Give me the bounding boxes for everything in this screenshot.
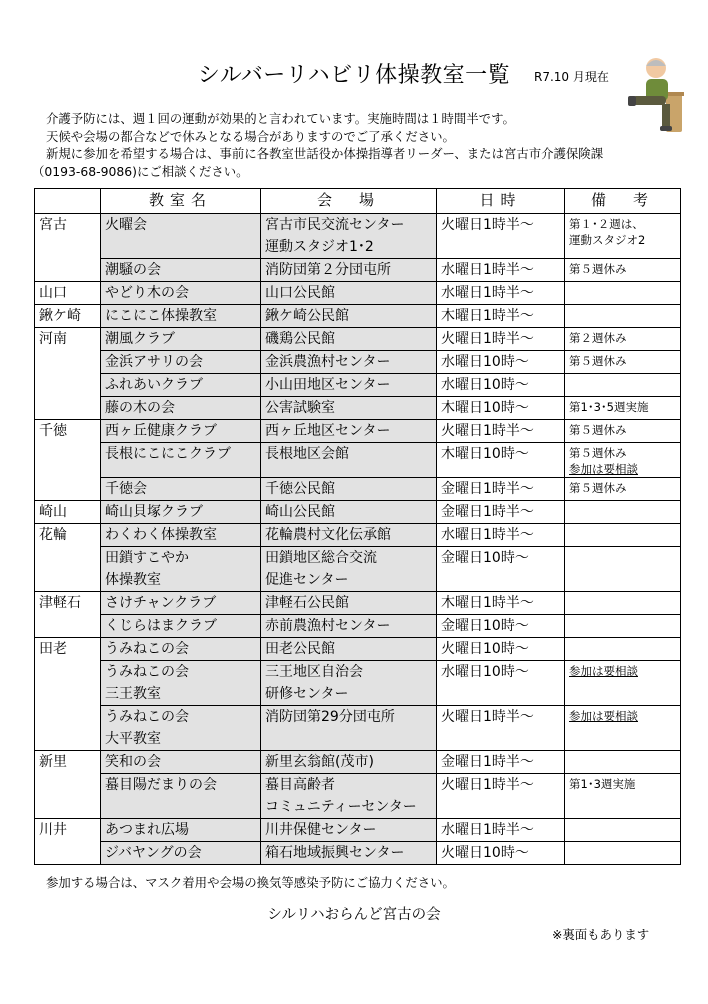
time-cell <box>437 751 565 774</box>
note-text: 第１･２週は、 <box>569 217 644 231</box>
venue-text: 崎山公民館 <box>265 504 335 520</box>
time-cell <box>437 259 565 282</box>
table-row <box>35 397 681 420</box>
class-name-text: 金浜アサリの会 <box>105 354 203 370</box>
class-name-cell <box>101 374 261 397</box>
class-name-cell <box>101 661 261 706</box>
table-row <box>35 501 681 524</box>
venue-cell <box>261 443 437 478</box>
class-name-text: やどり木の会 <box>105 285 189 301</box>
time-text: 水曜日10時～ <box>441 664 529 680</box>
note-cell <box>565 397 681 420</box>
time-text: 金曜日10時～ <box>441 550 529 566</box>
class-name-cell <box>101 819 261 842</box>
area-cell <box>35 328 101 351</box>
back-page-note: ※裏面もあります <box>552 927 650 942</box>
time-text: 水曜日10時～ <box>441 377 529 393</box>
table-row <box>35 443 681 478</box>
venue-text: 公害試験室 <box>265 400 335 416</box>
note-cell <box>565 501 681 524</box>
table-row <box>35 305 681 328</box>
table-row <box>35 374 681 397</box>
time-cell <box>437 819 565 842</box>
class-name-text: 体操教室 <box>105 572 161 588</box>
note-cell <box>565 259 681 282</box>
table-header-row <box>35 189 681 214</box>
table-row <box>35 661 681 706</box>
note-cell <box>565 305 681 328</box>
venue-cell <box>261 501 437 524</box>
time-text: 木曜日1時半～ <box>441 308 534 324</box>
note-cell <box>565 524 681 547</box>
class-name-cell <box>101 351 261 374</box>
class-name-text: 火曜会 <box>105 217 147 233</box>
area-text: 鍬ケ崎 <box>39 308 81 324</box>
area-cell <box>35 524 101 547</box>
venue-cell <box>261 282 437 305</box>
area-text: 河南 <box>39 331 67 347</box>
class-name-cell <box>101 501 261 524</box>
class-name-text: ジバヤングの会 <box>105 845 202 861</box>
class-name-text: 崎山貝塚クラブ <box>105 504 203 520</box>
venue-cell <box>261 592 437 615</box>
time-cell <box>437 706 565 751</box>
venue-cell <box>261 547 437 592</box>
venue-cell <box>261 819 437 842</box>
venue-cell <box>261 615 437 638</box>
class-name-text: うみねこの会 <box>105 641 189 657</box>
time-cell <box>437 351 565 374</box>
note-cell <box>565 351 681 374</box>
footer-note: 参加する場合は、マスク着用や会場の換気等感染予防にご協力ください。 <box>46 875 455 890</box>
time-text: 水曜日10時～ <box>441 354 529 370</box>
venue-cell <box>261 351 437 374</box>
venue-cell <box>261 842 437 865</box>
time-text: 火曜日1時半～ <box>441 331 534 347</box>
area-cell <box>35 751 101 774</box>
class-name-cell <box>101 547 261 592</box>
venue-text: 消防団第29分団屯所 <box>265 709 395 725</box>
area-cell <box>35 351 101 374</box>
class-name-text: わくわく体操教室 <box>105 527 217 543</box>
area-text: 宮古 <box>39 217 67 233</box>
note-line: 新規に参加を希望する場合は、事前に各教室世話役か体操指導者リーダー、または宮古市介護保険課 <box>46 146 604 161</box>
header-venue: 会 場 <box>261 189 437 214</box>
area-cell <box>35 774 101 819</box>
area-cell <box>35 443 101 478</box>
time-text: 金曜日1時半～ <box>441 504 534 520</box>
time-text: 火曜日1時半～ <box>441 777 534 793</box>
area-cell <box>35 397 101 420</box>
page-title: シルバーリハビリ体操教室一覧 <box>197 63 511 88</box>
as-of-date: R7.10 月現在 <box>534 70 609 84</box>
class-name-cell <box>101 420 261 443</box>
note-cell <box>565 706 681 751</box>
class-name-text: 大平教室 <box>105 731 161 747</box>
note-cell <box>565 214 681 259</box>
venue-text: 蟇目高齢者 <box>265 777 335 793</box>
venue-text: 長根地区会館 <box>265 446 349 462</box>
class-name-text: 長根にこにこクラブ <box>105 446 231 462</box>
area-text: 新里 <box>39 754 67 770</box>
table-row <box>35 842 681 865</box>
venue-cell <box>261 420 437 443</box>
class-name-cell <box>101 443 261 478</box>
area-cell <box>35 592 101 615</box>
class-name-cell <box>101 214 261 259</box>
table-row <box>35 751 681 774</box>
area-cell <box>35 819 101 842</box>
time-text: 木曜日10時～ <box>441 446 529 462</box>
area-text: 花輪 <box>39 527 67 543</box>
class-name-cell <box>101 842 261 865</box>
area-cell <box>35 501 101 524</box>
table-row <box>35 420 681 443</box>
venue-text: 西ヶ丘地区センター <box>265 423 391 439</box>
venue-cell <box>261 661 437 706</box>
table-row <box>35 615 681 638</box>
note-cell <box>565 842 681 865</box>
note-cell <box>565 638 681 661</box>
class-name-text: ふれあいクラブ <box>105 377 203 393</box>
organization-name: シルリハおらんど宮古の会 <box>267 907 441 923</box>
time-text: 水曜日1時半～ <box>441 285 534 301</box>
venue-cell <box>261 478 437 501</box>
venue-text: 赤前農漁村センター <box>265 618 391 634</box>
time-text: 金曜日1時半～ <box>441 754 534 770</box>
table-body <box>35 214 681 865</box>
note-cell <box>565 328 681 351</box>
venue-cell <box>261 751 437 774</box>
area-cell <box>35 305 101 328</box>
note-cell <box>565 443 681 478</box>
venue-cell <box>261 397 437 420</box>
class-name-cell <box>101 282 261 305</box>
note-line: 天候や会場の都合などで休みとなる場合がありますのでご了承ください。 <box>46 128 455 144</box>
note-line: （0193-68-9086)にご相談ください。 <box>32 163 249 179</box>
venue-text: 山口公民館 <box>265 285 335 301</box>
venue-cell <box>261 328 437 351</box>
time-text: 金曜日10時～ <box>441 618 529 634</box>
venue-text: 運動スタジオ1･2 <box>265 239 374 255</box>
area-cell <box>35 282 101 305</box>
note-cell <box>565 661 681 706</box>
class-name-cell <box>101 524 261 547</box>
class-name-text: 笑和の会 <box>105 754 161 770</box>
time-cell <box>437 397 565 420</box>
area-cell <box>35 478 101 501</box>
venue-cell <box>261 774 437 819</box>
time-text: 木曜日10時～ <box>441 400 529 416</box>
time-cell <box>437 282 565 305</box>
note-text: 第1･3週実施 <box>569 777 636 791</box>
table-row <box>35 478 681 501</box>
class-name-cell <box>101 305 261 328</box>
note-cell <box>565 819 681 842</box>
area-cell <box>35 842 101 865</box>
area-text: 川井 <box>39 822 67 838</box>
venue-cell <box>261 214 437 259</box>
class-name-text: 西ヶ丘健康クラブ <box>105 423 217 439</box>
time-cell <box>437 214 565 259</box>
table-row <box>35 638 681 661</box>
note-cell <box>565 547 681 592</box>
intro-notes <box>32 110 692 180</box>
area-cell <box>35 638 101 661</box>
time-text: 火曜日10時～ <box>441 845 529 861</box>
time-cell <box>437 661 565 706</box>
time-text: 火曜日10時～ <box>441 641 529 657</box>
area-cell <box>35 374 101 397</box>
consult-required-text: 参加は要相談 <box>569 664 638 678</box>
class-name-cell <box>101 751 261 774</box>
time-text: 火曜日1時半～ <box>441 217 534 233</box>
venue-cell <box>261 706 437 751</box>
note-text: 第1･3･5週実施 <box>569 400 649 414</box>
time-text: 金曜日1時半～ <box>441 481 534 497</box>
table-row <box>35 524 681 547</box>
area-text: 津軽石 <box>39 595 81 611</box>
time-cell <box>437 478 565 501</box>
time-text: 木曜日1時半～ <box>441 595 534 611</box>
note-cell <box>565 420 681 443</box>
time-cell <box>437 547 565 592</box>
venue-text: 鍬ケ崎公民館 <box>265 308 349 324</box>
time-cell <box>437 328 565 351</box>
area-cell <box>35 661 101 706</box>
note-text: 第５週休み <box>569 354 627 368</box>
class-name-text: さけチャンクラブ <box>105 595 217 611</box>
area-cell <box>35 547 101 592</box>
area-text: 崎山 <box>39 504 67 520</box>
time-text: 水曜日1時半～ <box>441 262 534 278</box>
table-row <box>35 706 681 751</box>
area-text: 山口 <box>39 285 67 301</box>
time-cell <box>437 842 565 865</box>
area-text: 田老 <box>39 641 67 657</box>
note-text: 第５週休み <box>569 446 627 460</box>
time-cell <box>437 305 565 328</box>
class-name-text: うみねこの会 <box>105 664 189 680</box>
class-name-text: 潮風クラブ <box>105 331 175 347</box>
note-cell <box>565 592 681 615</box>
note-text: 第５週休み <box>569 262 627 276</box>
venue-text: 磯鶏公民館 <box>265 331 335 347</box>
time-cell <box>437 420 565 443</box>
header-area <box>35 189 101 214</box>
time-cell <box>437 774 565 819</box>
venue-text: コミュニティーセンター <box>265 799 417 815</box>
area-cell <box>35 214 101 259</box>
venue-cell <box>261 374 437 397</box>
time-cell <box>437 501 565 524</box>
note-cell <box>565 478 681 501</box>
venue-text: 田老公民館 <box>265 641 335 657</box>
time-text: 水曜日1時半～ <box>441 822 534 838</box>
area-cell <box>35 706 101 751</box>
class-name-cell <box>101 478 261 501</box>
venue-text: 箱石地域振興センター <box>265 845 405 861</box>
class-name-text: 千徳会 <box>105 481 147 497</box>
header-time: 日時 <box>437 189 565 214</box>
table-row <box>35 819 681 842</box>
venue-text: 新里玄翁館(茂市) <box>265 754 374 770</box>
note-cell <box>565 774 681 819</box>
area-cell <box>35 259 101 282</box>
consult-required-text: 参加は要相談 <box>569 709 638 723</box>
time-cell <box>437 638 565 661</box>
class-name-text: 蟇目陽だまりの会 <box>105 777 217 793</box>
venue-text: 千徳公民館 <box>265 481 335 497</box>
note-text: 運動スタジオ2 <box>569 233 646 247</box>
class-list-table <box>34 188 681 865</box>
venue-text: 研修センター <box>265 686 349 702</box>
note-cell <box>565 615 681 638</box>
time-cell <box>437 592 565 615</box>
header-notes: 備 考 <box>565 189 681 214</box>
class-name-text: うみねこの会 <box>105 709 189 725</box>
consult-required-text: 参加は要相談 <box>569 462 638 476</box>
table-row <box>35 282 681 305</box>
table-row <box>35 547 681 592</box>
class-name-text: 藤の木の会 <box>105 400 175 416</box>
class-name-text: 田鎖すこやか <box>105 550 189 566</box>
venue-text: 宮古市民交流センター <box>265 217 405 233</box>
time-cell <box>437 524 565 547</box>
venue-cell <box>261 305 437 328</box>
class-name-cell <box>101 397 261 420</box>
venue-text: 小山田地区センター <box>265 377 391 393</box>
area-cell <box>35 615 101 638</box>
class-name-text: 潮騒の会 <box>105 262 161 278</box>
class-name-cell <box>101 638 261 661</box>
table-row <box>35 592 681 615</box>
time-cell <box>437 443 565 478</box>
time-text: 水曜日1時半～ <box>441 527 534 543</box>
venue-text: 川井保健センター <box>265 822 377 838</box>
class-name-cell <box>101 259 261 282</box>
venue-text: 促進センター <box>265 572 349 588</box>
class-name-cell <box>101 774 261 819</box>
venue-cell <box>261 524 437 547</box>
time-text: 火曜日1時半～ <box>441 423 534 439</box>
note-text: 第５週休み <box>569 481 627 495</box>
class-name-cell <box>101 706 261 751</box>
class-name-cell <box>101 592 261 615</box>
venue-text: 金浜農漁村センター <box>265 354 391 370</box>
venue-text: 三王地区自治会 <box>265 664 363 680</box>
note-cell <box>565 751 681 774</box>
note-text: 第２週休み <box>569 331 627 345</box>
venue-cell <box>261 259 437 282</box>
note-cell <box>565 374 681 397</box>
class-name-cell <box>101 328 261 351</box>
venue-cell <box>261 638 437 661</box>
time-cell <box>437 374 565 397</box>
note-text: 第５週休み <box>569 423 627 437</box>
table-row <box>35 774 681 819</box>
time-text: 火曜日1時半～ <box>441 709 534 725</box>
area-cell <box>35 420 101 443</box>
table-row <box>35 351 681 374</box>
class-name-text: 三王教室 <box>105 686 161 702</box>
table-row <box>35 259 681 282</box>
table-row <box>35 214 681 259</box>
note-line: 介護予防には、週１回の運動が効果的と言われています。実施時間は１時間半です。 <box>46 111 515 126</box>
venue-text: 津軽石公民館 <box>265 595 349 611</box>
class-name-text: にこにこ体操教室 <box>105 308 217 324</box>
area-text: 千徳 <box>39 423 67 439</box>
venue-text: 消防団第２分団屯所 <box>265 262 391 278</box>
venue-text: 田鎖地区総合交流 <box>265 550 377 566</box>
table-row <box>35 328 681 351</box>
note-cell <box>565 282 681 305</box>
class-name-cell <box>101 615 261 638</box>
header-class-name: 教室名 <box>101 189 261 214</box>
venue-text: 花輪農村文化伝承館 <box>265 527 391 543</box>
class-name-text: くじらはまクラブ <box>105 618 217 634</box>
time-cell <box>437 615 565 638</box>
class-name-text: あつまれ広場 <box>105 822 189 838</box>
